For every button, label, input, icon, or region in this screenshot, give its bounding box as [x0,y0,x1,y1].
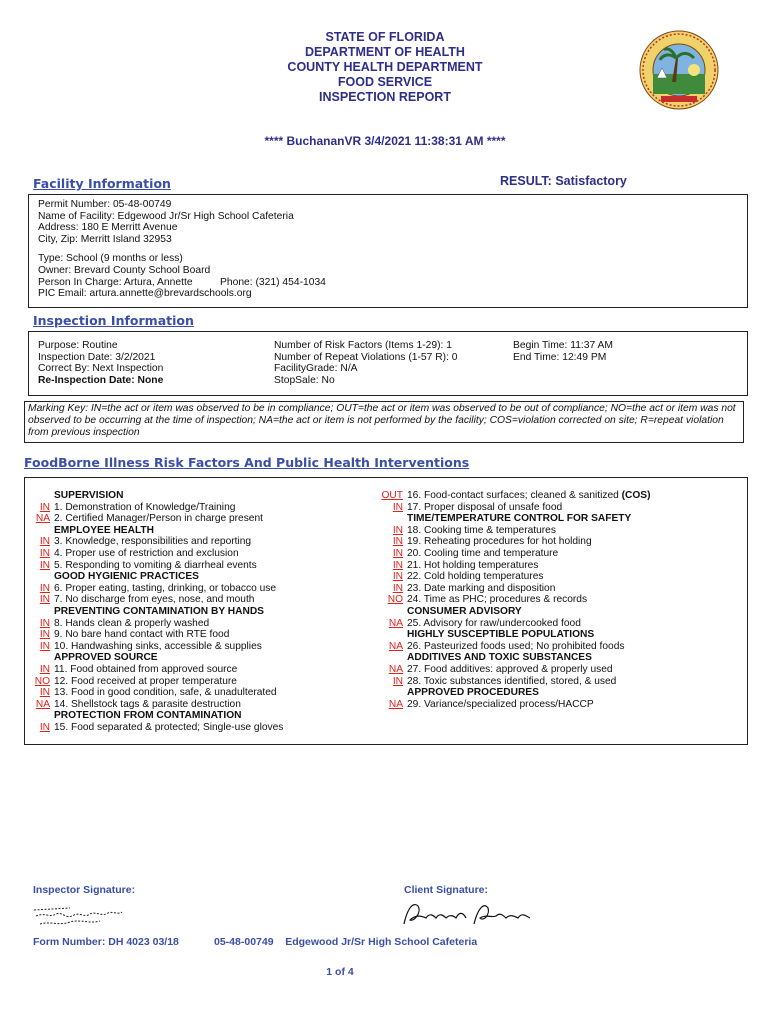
risk-factor-item [25,560,365,572]
florida-seal-logo [632,30,726,110]
cos-flag: (COS) [618,490,651,501]
risk-factor-item [25,699,365,711]
compliance-status: NA [388,640,403,652]
repeat-violations: Number of Repeat Violations (1-57 R): 0 [274,351,458,363]
client-signature [400,896,535,932]
compliance-status: IN [392,582,403,594]
risk-category-heading [370,652,745,664]
item-label: 24. Time as PHC; procedures & records [407,594,588,606]
compliance-status: IN [392,501,403,513]
risk-category-heading [370,606,745,618]
facility-owner: Owner: Brevard County School Board [38,264,211,276]
risk-factor-item [25,664,365,676]
risk-factor-item [25,676,365,688]
facility-grade: FacilityGrade: N/A [274,363,358,375]
result-status: RESULT: Satisfactory [500,174,627,188]
category-label: APPROVED PROCEDURES [407,687,539,699]
facility-info-title: Facility Information [33,176,171,191]
category-label: PREVENTING CONTAMINATION BY HANDS [54,605,264,617]
item-label: 28. Toxic substances identified, stored, & used [407,675,617,687]
item-label: 21. Hot holding temperatures [407,559,539,571]
risk-factor-item [370,571,745,583]
item-label: 14. Shellstock tags & parasite destruction [54,698,241,710]
correct-by: Correct By: Next Inspection [38,363,164,375]
risk-category-heading [25,652,365,664]
risk-category-heading [25,710,365,722]
category-label: SUPERVISION [54,490,124,501]
risk-factor-item [370,641,745,653]
compliance-status: IN [392,675,403,687]
item-label: 1. Demonstration of Knowledge/Training [54,501,236,513]
risk-factor-item [25,502,365,514]
compliance-status: NA [35,698,50,710]
risk-factor-item [25,629,365,641]
risk-category-heading [370,687,745,699]
footer-permit-facility: 05-48-00749 Edgewood Jr/Sr High School Cafeteria [214,936,478,948]
compliance-status: IN [392,547,403,559]
marking-key: Marking Key: IN=the act or item was observed to be in compliance; OUT=the act or item was observed to be out of compliance; NO=the act or item was not observed to be occurring at the time of inspection; NA=the act or item is not performed by the facility; COS=violation corrected on site; R=repeat violation from previous inspection [24,401,744,443]
item-label: 18. Cooking time & temperatures [407,524,556,536]
risk-factor-item [25,583,365,595]
begin-time: Begin Time: 11:37 AM [513,340,613,351]
inspection-info-title: Inspection Information [33,313,194,328]
item-label: 3. Knowledge, responsibilities and reporting [54,536,252,548]
risk-category-heading [370,513,745,525]
inspection-info-box [28,331,748,396]
risk-factor-item [370,664,745,676]
compliance-status: NO [387,594,403,606]
reinspection-date: Re-Inspection Date: None [38,374,164,386]
compliance-status: IN [39,617,50,629]
risk-factor-item [25,513,365,525]
header-line-5: INSPECTION REPORT [319,90,451,104]
risk-factor-item [370,525,745,537]
risk-category-heading [25,606,365,618]
category-label: EMPLOYEE HEALTH [54,524,154,536]
facility-type: Type: School (9 months or less) [38,253,183,265]
item-label: 7. No discharge from eyes, nose, and mouth [54,594,255,606]
compliance-status: IN [392,559,403,571]
risk-factor-item [370,536,745,548]
compliance-status: IN [392,536,403,548]
foodborne-title: FoodBorne Illness Risk Factors And Public Health Interventions [24,455,470,470]
compliance-status: NA [388,617,403,629]
compliance-status: IN [39,536,50,548]
header-line-1: STATE OF FLORIDA [325,30,445,44]
item-label: 5. Responding to vomiting & diarrheal events [54,559,257,571]
compliance-status: IN [39,594,50,606]
risk-category-heading [370,629,745,641]
inspector-signature [30,902,130,932]
header-line-4: FOOD SERVICE [337,75,433,89]
compliance-status: IN [39,629,50,641]
risk-factor-item [25,594,365,606]
item-label: 19. Reheating procedures for hot holding [407,536,592,548]
inspector-signature-label: Inspector Signature: [33,884,136,896]
risk-factor-item [370,699,745,711]
risk-category-heading [25,490,365,502]
compliance-status: NA [388,663,403,675]
item-label: 29. Variance/specialized process/HACCP [407,698,594,710]
item-label: 26. Pasteurized foods used; No prohibited foods [407,640,625,652]
stop-sale: StopSale: No [274,374,335,386]
header-line-2: DEPARTMENT OF HEALTH [305,45,465,59]
risk-factor-count: Number of Risk Factors (Items 1-29): 1 [274,340,452,351]
header-line-3: COUNTY HEALTH DEPARTMENT [287,60,483,74]
compliance-status: NO [34,675,50,687]
risk-factor-item [370,583,745,595]
compliance-status: IN [39,640,50,652]
compliance-status: IN [39,663,50,675]
item-label: 9. No bare hand contact with RTE food [54,629,230,641]
category-label: GOOD HYGIENIC PRACTICES [54,571,199,583]
compliance-status: IN [39,559,50,571]
item-label: 12. Food received at proper temperature [54,675,237,687]
compliance-status: IN [39,501,50,513]
compliance-status: NA [388,698,403,710]
item-label: 13. Food in good condition, safe, & unadulterated [54,687,277,699]
category-label: HIGHLY SUSCEPTIBLE POPULATIONS [407,629,595,641]
permit-number: Permit Number: 05-48-00749 [38,199,172,210]
facility-name: Name of Facility: Edgewood Jr/Sr High School Cafeteria [38,210,294,222]
risk-factors-left-column [25,490,365,733]
inspector-timestamp: **** BuchananVR 3/4/2021 11:38:31 AM **** [264,134,506,148]
facility-info-box [28,194,748,308]
risk-factor-item [25,722,365,734]
compliance-status: IN [39,582,50,594]
item-label: 4. Proper use of restriction and exclusion [54,547,239,559]
compliance-status: IN [39,687,50,699]
item-label: 16. Food-contact surfaces; cleaned & sanitized (COS) [407,490,651,501]
risk-factors-right-column [370,490,745,710]
compliance-status: IN [39,547,50,559]
risk-factor-item [370,594,745,606]
compliance-status: NA [35,513,50,525]
pic-email: PIC Email: artura.annette@brevardschools.org [38,288,252,300]
risk-factor-item [370,618,745,630]
risk-factor-item [25,548,365,560]
inspection-purpose: Purpose: Routine [38,340,118,351]
risk-factors-box [24,477,748,745]
category-label: ADDITIVES AND TOXIC SUBSTANCES [407,652,592,664]
category-label: CONSUMER ADVISORY [407,605,522,617]
risk-category-heading [25,525,365,537]
item-label: 27. Food additives: approved & properly used [407,663,613,675]
compliance-status: OUT [381,490,403,501]
risk-factor-item [370,548,745,560]
inspection-date: Inspection Date: 3/2/2021 [38,351,156,363]
risk-category-heading [25,571,365,583]
item-label: 25. Advisory for raw/undercooked food [407,617,581,629]
risk-factor-item [370,502,745,514]
item-label: 20. Cooling time and temperature [407,547,559,559]
risk-factor-item [25,618,365,630]
category-label: TIME/TEMPERATURE CONTROL FOR SAFETY [407,513,632,525]
item-label: 2. Certified Manager/Person in charge present [54,513,263,525]
facility-city-zip: City, Zip: Merritt Island 32953 [38,233,172,245]
form-number: Form Number: DH 4023 03/18 [33,936,179,948]
end-time: End Time: 12:49 PM [513,351,607,363]
item-label: 10. Handwashing sinks, accessible & supplies [54,640,262,652]
item-label: 22. Cold holding temperatures [407,571,544,583]
compliance-status: IN [392,571,403,583]
item-label: 11. Food obtained from approved source [54,663,238,675]
item-label: 15. Food separated & protected; Single-use gloves [54,721,284,733]
risk-factor-item [25,641,365,653]
facility-phone: Phone: (321) 454-1034 [220,276,326,288]
item-label: 8. Hands clean & properly washed [54,617,210,629]
item-label: 17. Proper disposal of unsafe food [407,501,563,513]
facility-address: Address: 180 E Merritt Avenue [38,222,178,234]
risk-factor-item [370,676,745,688]
risk-factor-item [370,560,745,572]
compliance-status: IN [39,721,50,733]
person-in-charge: Person In Charge: Artura, Annette [38,276,193,288]
risk-factor-item [370,490,745,502]
category-label: APPROVED SOURCE [54,652,158,664]
category-label: PROTECTION FROM CONTAMINATION [54,710,242,722]
client-signature-label: Client Signature: [404,884,489,896]
compliance-status: IN [392,524,403,536]
risk-factor-item [25,536,365,548]
item-label: 23. Date marking and disposition [407,582,556,594]
risk-factor-item [25,687,365,699]
item-label: 6. Proper eating, tasting, drinking, or tobacco use [54,582,276,594]
page-number: 1 of 4 [326,966,354,978]
